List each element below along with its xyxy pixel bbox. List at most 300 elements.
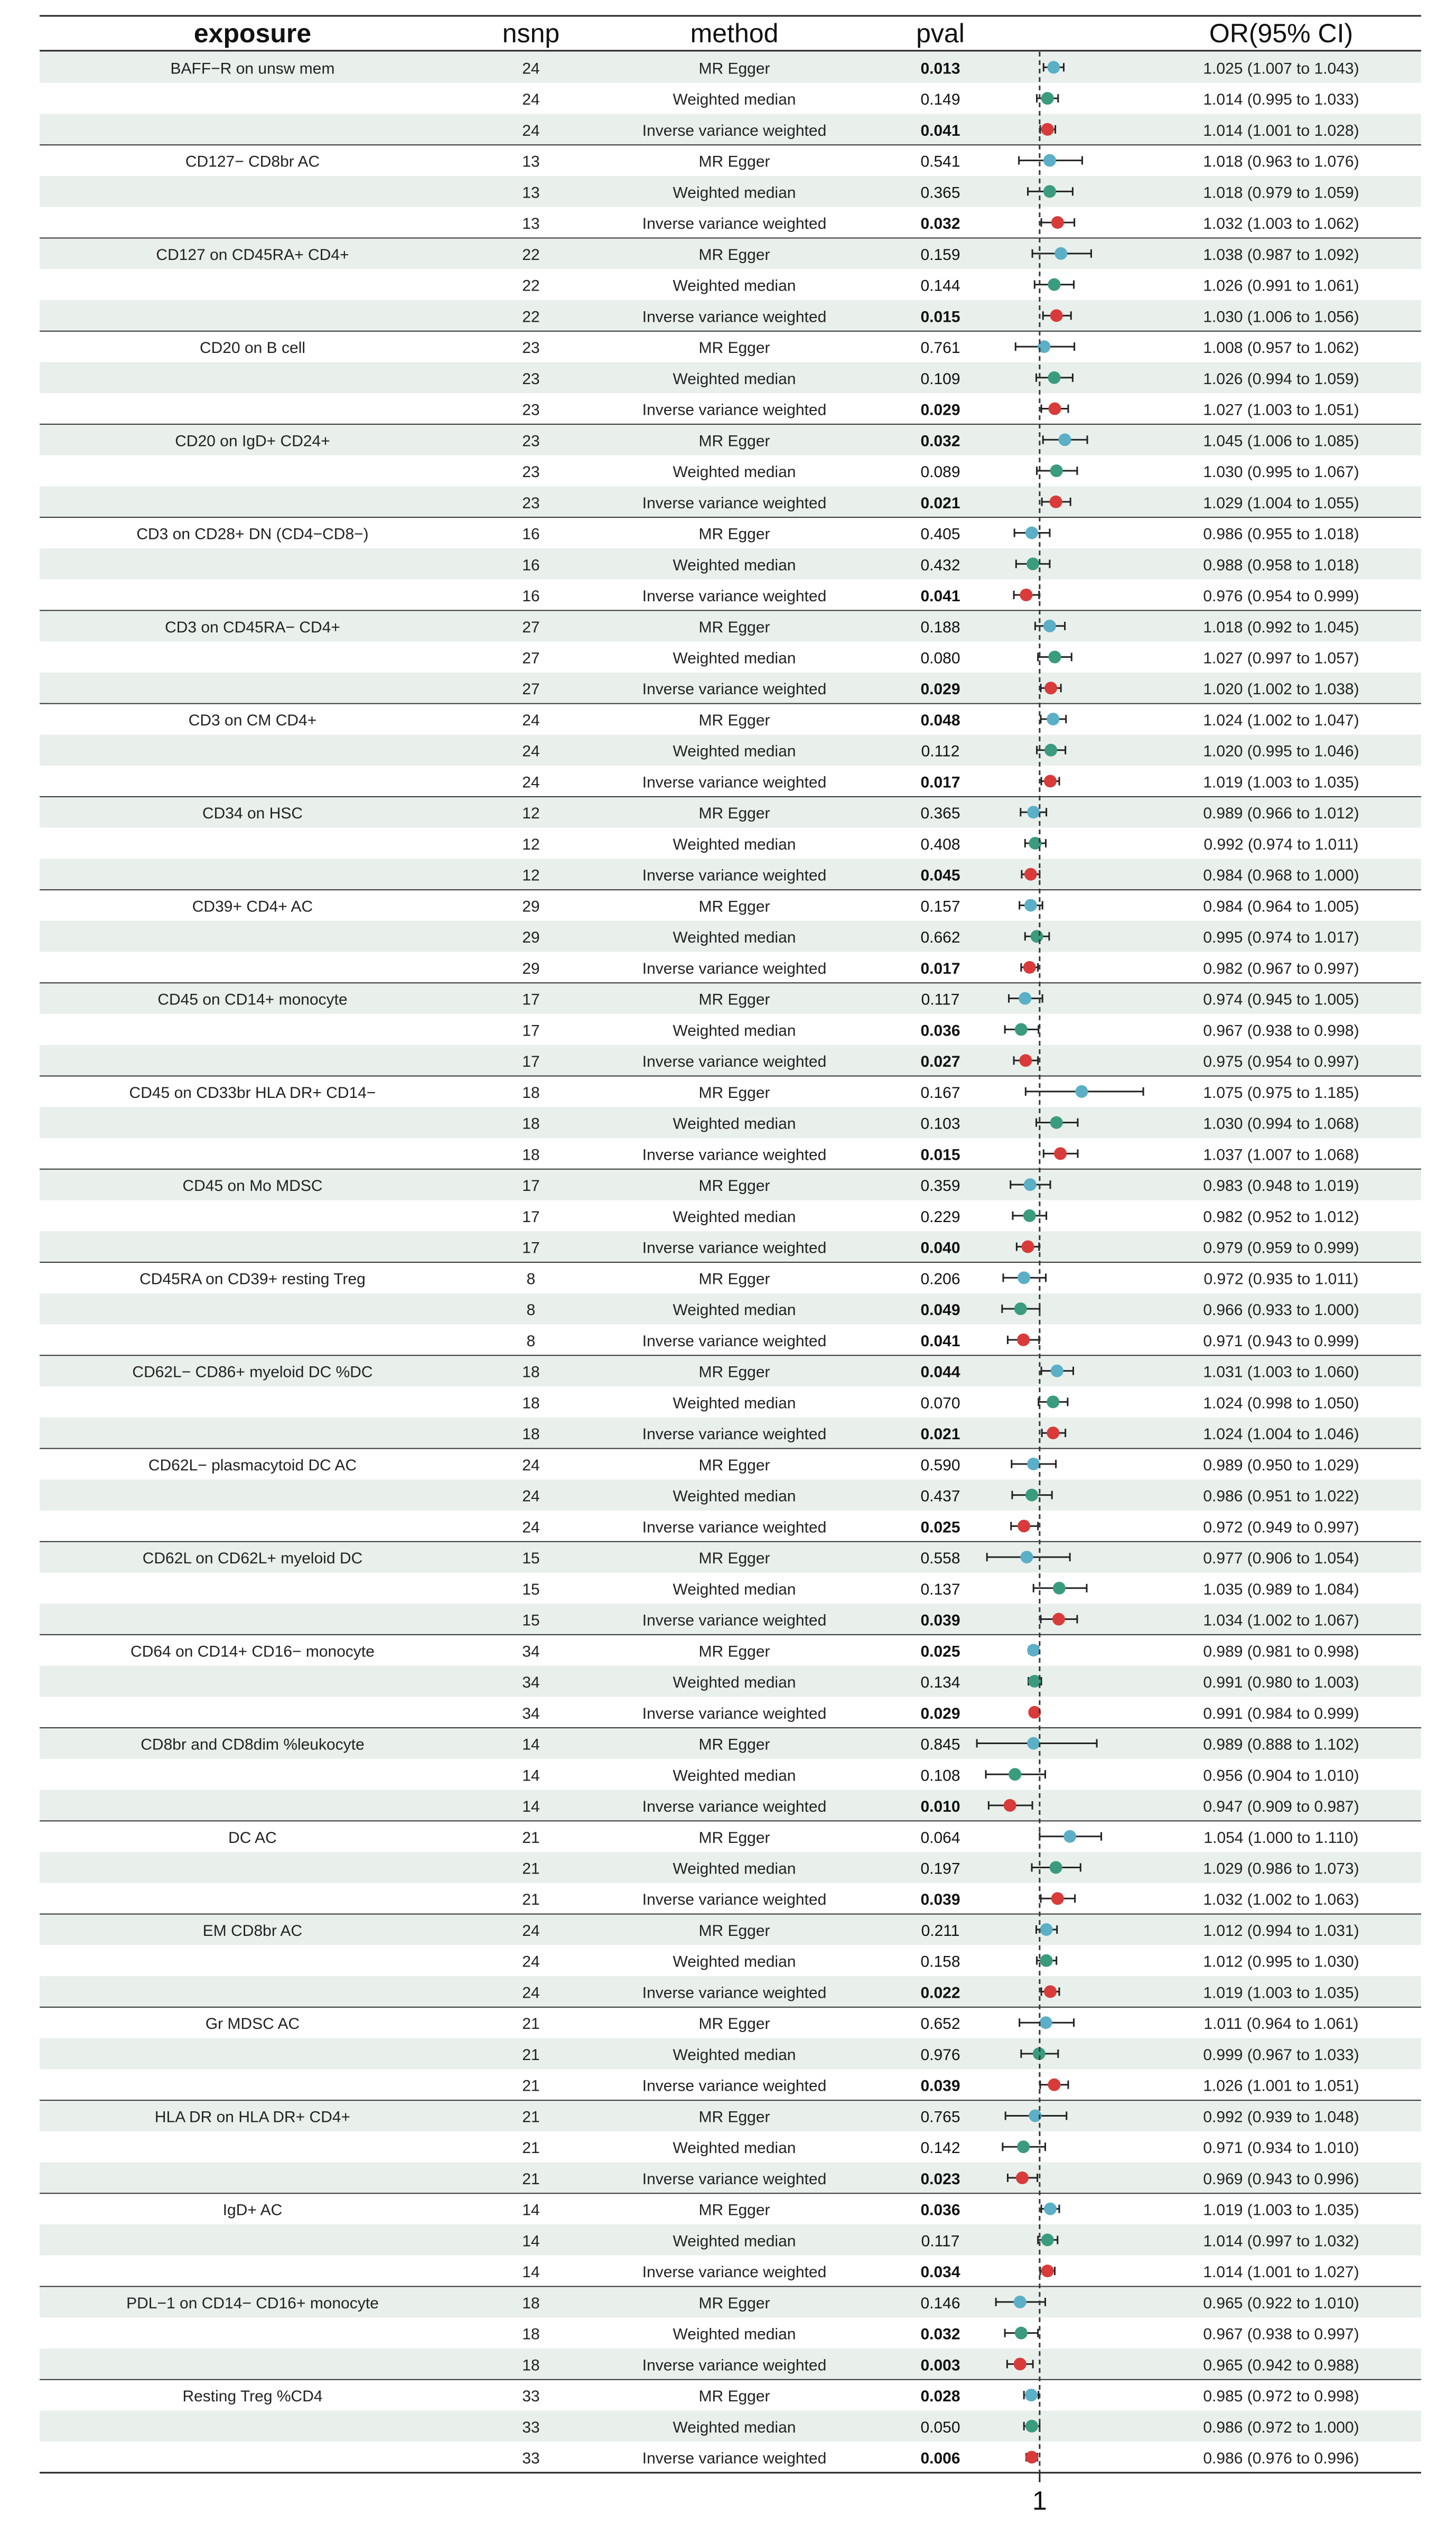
nsnp-value: 17: [522, 1177, 540, 1195]
point-estimate: [1050, 496, 1062, 508]
pval-value: 0.023: [920, 2170, 960, 2188]
pval-value: 0.029: [920, 681, 960, 698]
pval-value: 0.167: [920, 1084, 960, 1102]
method-label: Weighted median: [673, 1301, 796, 1319]
point-estimate: [1031, 930, 1043, 943]
pval-value: 0.040: [920, 1239, 960, 1257]
point-estimate: [1026, 557, 1039, 570]
point-estimate: [1009, 1768, 1021, 1781]
method-label: Weighted median: [673, 2418, 796, 2436]
nsnp-value: 17: [522, 1239, 540, 1257]
nsnp-value: 23: [522, 339, 540, 357]
method-label: Inverse variance weighted: [642, 2449, 827, 2467]
pval-value: 0.590: [920, 1456, 960, 1474]
method-label: Inverse variance weighted: [642, 1332, 827, 1350]
pval-value: 0.976: [920, 2046, 960, 2064]
point-estimate: [1041, 92, 1054, 105]
header-pval: pval: [916, 18, 965, 48]
exposure-label: CD64 on CD14+ CD16− monocyte: [130, 1643, 375, 1661]
method-label: MR Egger: [698, 618, 770, 636]
pval-value: 0.158: [920, 1953, 960, 1971]
method-label: Inverse variance weighted: [642, 1239, 827, 1257]
point-estimate: [1043, 185, 1056, 198]
or-ci-value: 1.020 (0.995 to 1.046): [1203, 742, 1359, 760]
or-ci-value: 1.020 (1.002 to 1.038): [1203, 681, 1359, 698]
pval-value: 0.652: [920, 2015, 960, 2033]
exposure-label: BAFF−R on unsw mem: [170, 60, 335, 78]
nsnp-value: 15: [522, 1580, 540, 1598]
pval-value: 0.048: [920, 711, 960, 729]
method-label: Inverse variance weighted: [642, 959, 827, 977]
method-label: MR Egger: [698, 1736, 770, 1754]
pval-value: 0.070: [920, 1394, 960, 1412]
or-ci-value: 0.995 (0.974 to 1.017): [1203, 929, 1359, 947]
point-estimate: [1027, 1644, 1040, 1656]
or-ci-value: 1.026 (0.991 to 1.061): [1203, 277, 1359, 295]
nsnp-value: 18: [522, 1084, 540, 1102]
method-label: MR Egger: [698, 432, 770, 450]
point-estimate: [1051, 1365, 1063, 1377]
header-exposure: exposure: [193, 18, 312, 48]
pval-value: 0.134: [920, 1674, 960, 1692]
exposure-label: CD127− CD8br AC: [185, 153, 320, 171]
method-label: Inverse variance weighted: [642, 401, 827, 419]
pval-value: 0.365: [920, 184, 960, 202]
method-label: MR Egger: [698, 2015, 770, 2033]
pval-value: 0.365: [920, 805, 960, 823]
pval-value: 0.117: [921, 991, 960, 1009]
method-label: Inverse variance weighted: [642, 774, 827, 791]
nsnp-value: 24: [522, 1984, 540, 2002]
method-label: Inverse variance weighted: [642, 2263, 827, 2281]
pval-value: 0.015: [920, 1146, 960, 1164]
nsnp-value: 24: [522, 1953, 540, 1971]
point-estimate: [1015, 1023, 1028, 1036]
or-ci-value: 0.989 (0.966 to 1.012): [1203, 805, 1359, 823]
pval-value: 0.089: [920, 463, 960, 481]
point-estimate: [1022, 1241, 1034, 1253]
pval-value: 0.003: [920, 2356, 960, 2374]
pval-value: 0.032: [920, 432, 960, 450]
point-estimate: [1017, 1334, 1030, 1346]
point-estimate: [1044, 682, 1057, 694]
point-estimate: [1040, 1923, 1053, 1936]
point-estimate: [1050, 309, 1063, 322]
or-ci-value: 0.992 (0.974 to 1.011): [1203, 835, 1359, 853]
method-label: Weighted median: [673, 2139, 796, 2157]
pval-value: 0.010: [920, 1798, 960, 1816]
or-ci-value: 0.983 (0.948 to 1.019): [1203, 1177, 1359, 1195]
exposure-label: CD62L− CD86+ myeloid DC %DC: [132, 1363, 373, 1381]
pval-value: 0.146: [920, 2294, 960, 2312]
point-estimate: [1018, 1520, 1030, 1532]
exposure-label: CD45 on CD14+ monocyte: [157, 991, 348, 1009]
pval-value: 0.039: [920, 1611, 960, 1629]
nsnp-value: 18: [522, 1115, 540, 1133]
pval-value: 0.034: [920, 2263, 960, 2281]
nsnp-value: 24: [522, 742, 540, 760]
pval-value: 0.015: [920, 308, 960, 326]
or-ci-value: 1.037 (1.007 to 1.068): [1203, 1146, 1359, 1164]
or-ci-value: 1.030 (0.994 to 1.068): [1203, 1115, 1359, 1133]
point-estimate: [1050, 1861, 1062, 1874]
point-estimate: [1020, 1551, 1033, 1563]
point-estimate: [1047, 61, 1060, 73]
point-estimate: [1041, 2265, 1054, 2277]
or-ci-value: 1.031 (1.003 to 1.060): [1203, 1363, 1359, 1381]
or-ci-value: 0.977 (0.906 to 1.054): [1203, 1550, 1359, 1568]
method-label: Inverse variance weighted: [642, 2356, 827, 2374]
method-label: Weighted median: [673, 2046, 796, 2064]
nsnp-value: 21: [522, 2046, 540, 2064]
or-ci-value: 0.991 (0.980 to 1.003): [1203, 1674, 1359, 1692]
pval-value: 0.188: [920, 618, 960, 636]
pval-value: 0.662: [920, 929, 960, 947]
exposure-label: CD62L on CD62L+ myeloid DC: [142, 1550, 363, 1568]
or-ci-value: 1.024 (1.002 to 1.047): [1203, 711, 1359, 729]
pval-value: 0.159: [920, 246, 960, 264]
method-label: Weighted median: [673, 1860, 796, 1878]
method-label: Inverse variance weighted: [642, 1704, 827, 1722]
nsnp-value: 21: [522, 1860, 540, 1878]
point-estimate: [1048, 2079, 1060, 2091]
exposure-label: CD8br and CD8dim %leukocyte: [141, 1736, 365, 1754]
point-estimate: [1050, 1116, 1063, 1129]
method-label: Inverse variance weighted: [642, 1611, 827, 1629]
nsnp-value: 24: [522, 91, 540, 109]
pval-value: 0.041: [920, 1332, 960, 1350]
or-ci-value: 1.075 (0.975 to 1.185): [1203, 1084, 1359, 1102]
exposure-label: PDL−1 on CD14− CD16+ monocyte: [126, 2294, 379, 2312]
method-label: Inverse variance weighted: [642, 1053, 827, 1071]
nsnp-value: 14: [522, 2263, 540, 2281]
point-estimate: [1025, 2451, 1038, 2464]
exposure-label: EM CD8br AC: [202, 1922, 303, 1940]
method-label: Weighted median: [673, 2325, 796, 2343]
nsnp-value: 24: [522, 711, 540, 729]
point-estimate: [1053, 1582, 1066, 1595]
or-ci-value: 1.024 (0.998 to 1.050): [1203, 1394, 1359, 1412]
method-label: Inverse variance weighted: [642, 681, 827, 698]
method-label: MR Egger: [698, 1084, 770, 1102]
exposure-label: CD45RA on CD39+ resting Treg: [139, 1270, 366, 1288]
header-nsnp: nsnp: [502, 18, 560, 48]
nsnp-value: 34: [522, 1643, 540, 1661]
pval-value: 0.109: [920, 370, 960, 388]
pval-value: 0.029: [920, 1704, 960, 1722]
point-estimate: [1052, 1613, 1065, 1626]
or-ci-value: 0.967 (0.938 to 0.997): [1203, 2325, 1359, 2343]
or-ci-value: 1.032 (1.003 to 1.062): [1203, 215, 1359, 233]
nsnp-value: 27: [522, 618, 540, 636]
nsnp-value: 12: [522, 866, 540, 884]
method-label: MR Egger: [698, 2388, 770, 2406]
or-ci-value: 1.026 (0.994 to 1.059): [1203, 370, 1359, 388]
method-label: MR Egger: [698, 1177, 770, 1195]
nsnp-value: 15: [522, 1611, 540, 1629]
point-estimate: [1014, 1302, 1027, 1315]
method-label: MR Egger: [698, 1550, 770, 1568]
pval-value: 0.206: [920, 1270, 960, 1288]
point-estimate: [1014, 2296, 1026, 2308]
nsnp-value: 18: [522, 1146, 540, 1164]
method-label: Inverse variance weighted: [642, 494, 827, 512]
exposure-label: CD3 on CM CD4+: [188, 711, 317, 729]
exposure-label: CD62L− plasmacytoid DC AC: [148, 1456, 357, 1474]
exposure-label: Gr MDSC AC: [205, 2015, 300, 2033]
point-estimate: [1054, 247, 1067, 260]
pval-value: 0.142: [920, 2139, 960, 2157]
method-label: MR Egger: [698, 898, 770, 916]
or-ci-value: 1.014 (1.001 to 1.028): [1203, 122, 1359, 139]
point-estimate: [1027, 1737, 1040, 1750]
or-ci-value: 1.054 (1.000 to 1.110): [1203, 1829, 1359, 1847]
nsnp-value: 16: [522, 556, 540, 574]
point-estimate: [1004, 1799, 1016, 1812]
pval-value: 0.157: [920, 898, 960, 916]
or-ci-value: 0.984 (0.968 to 1.000): [1203, 866, 1359, 884]
or-ci-value: 0.986 (0.951 to 1.022): [1203, 1487, 1359, 1505]
method-label: MR Egger: [698, 1456, 770, 1474]
nsnp-value: 24: [522, 60, 540, 78]
point-estimate: [1016, 2172, 1029, 2184]
or-ci-value: 1.008 (0.957 to 1.062): [1203, 339, 1359, 357]
or-ci-value: 0.989 (0.981 to 0.998): [1203, 1643, 1359, 1661]
method-label: Weighted median: [673, 835, 796, 853]
point-estimate: [1018, 1271, 1030, 1284]
nsnp-value: 14: [522, 1767, 540, 1785]
nsnp-value: 22: [522, 246, 540, 264]
or-ci-value: 1.027 (1.003 to 1.051): [1203, 401, 1359, 419]
or-ci-value: 0.975 (0.954 to 0.997): [1203, 1053, 1359, 1071]
or-ci-value: 0.972 (0.935 to 1.011): [1203, 1270, 1359, 1288]
exposure-label: DC AC: [228, 1829, 277, 1847]
nsnp-value: 27: [522, 649, 540, 667]
pval-value: 0.211: [921, 1922, 960, 1940]
or-ci-value: 1.030 (0.995 to 1.067): [1203, 463, 1359, 481]
pval-value: 0.437: [920, 1487, 960, 1505]
or-ci-value: 0.988 (0.958 to 1.018): [1203, 556, 1359, 574]
exposure-label: CD3 on CD28+ DN (CD4−CD8−): [136, 525, 369, 543]
nsnp-value: 23: [522, 494, 540, 512]
point-estimate: [1017, 2140, 1030, 2153]
method-label: Weighted median: [673, 929, 796, 947]
nsnp-value: 18: [522, 1394, 540, 1412]
method-label: Weighted median: [673, 184, 796, 202]
point-estimate: [1048, 371, 1060, 384]
pval-value: 0.025: [920, 1518, 960, 1536]
or-ci-value: 0.982 (0.967 to 0.997): [1203, 959, 1359, 977]
nsnp-value: 21: [522, 1829, 540, 1847]
nsnp-value: 24: [522, 774, 540, 791]
exposure-label: CD20 on IgD+ CD24+: [175, 432, 330, 450]
pval-value: 0.017: [920, 774, 960, 791]
method-label: MR Egger: [698, 1643, 770, 1661]
point-estimate: [1049, 403, 1061, 415]
pval-value: 0.039: [920, 2077, 960, 2095]
point-estimate: [1044, 1985, 1057, 1998]
exposure-label: CD45 on Mo MDSC: [182, 1177, 323, 1195]
nsnp-value: 33: [522, 2388, 540, 2406]
nsnp-value: 8: [526, 1270, 536, 1288]
or-ci-value: 1.018 (0.979 to 1.059): [1203, 184, 1359, 202]
pval-value: 0.032: [920, 2325, 960, 2343]
exposure-label: CD34 on HSC: [202, 805, 303, 823]
nsnp-value: 18: [522, 2325, 540, 2343]
pval-value: 0.405: [920, 525, 960, 543]
method-label: Inverse variance weighted: [642, 308, 827, 326]
nsnp-value: 34: [522, 1674, 540, 1692]
exposure-label: HLA DR on HLA DR+ CD4+: [154, 2108, 351, 2126]
nsnp-value: 8: [526, 1332, 536, 1350]
or-ci-value: 1.014 (1.001 to 1.027): [1203, 2263, 1359, 2281]
point-estimate: [1049, 651, 1061, 664]
pval-value: 0.103: [920, 1115, 960, 1133]
point-estimate: [1040, 1954, 1053, 1967]
or-ci-value: 0.971 (0.934 to 1.010): [1203, 2139, 1359, 2157]
method-label: Weighted median: [673, 1767, 796, 1785]
or-ci-value: 1.024 (1.004 to 1.046): [1203, 1425, 1359, 1443]
nsnp-value: 24: [522, 1487, 540, 1505]
pval-value: 0.229: [920, 1208, 960, 1226]
method-label: Weighted median: [673, 1580, 796, 1598]
or-ci-value: 1.018 (0.992 to 1.045): [1203, 618, 1359, 636]
or-ci-value: 1.029 (0.986 to 1.073): [1203, 1860, 1359, 1878]
nsnp-value: 24: [522, 1922, 540, 1940]
nsnp-value: 23: [522, 463, 540, 481]
point-estimate: [1025, 2389, 1038, 2401]
method-label: Inverse variance weighted: [642, 866, 827, 884]
point-estimate: [1047, 1395, 1059, 1408]
exposure-label: CD20 on B cell: [199, 339, 306, 357]
point-estimate: [1024, 1178, 1037, 1191]
or-ci-value: 0.947 (0.909 to 0.987): [1203, 1798, 1359, 1816]
pval-value: 0.021: [920, 494, 960, 512]
point-estimate: [1059, 433, 1071, 446]
method-label: MR Egger: [698, 525, 770, 543]
point-estimate: [1015, 2327, 1028, 2340]
nsnp-value: 24: [522, 1518, 540, 1536]
exposure-label: CD3 on CD45RA− CD4+: [165, 618, 340, 636]
point-estimate: [1041, 2233, 1054, 2246]
method-label: MR Egger: [698, 1270, 770, 1288]
pval-value: 0.765: [920, 2108, 960, 2126]
point-estimate: [1051, 216, 1064, 229]
nsnp-value: 18: [522, 2356, 540, 2374]
point-estimate: [1014, 2358, 1026, 2370]
or-ci-value: 0.956 (0.904 to 1.010): [1203, 1767, 1359, 1785]
pval-value: 0.041: [920, 588, 960, 605]
or-ci-value: 1.030 (1.006 to 1.056): [1203, 308, 1359, 326]
pval-value: 0.112: [921, 742, 960, 760]
nsnp-value: 29: [522, 929, 540, 947]
or-ci-value: 0.992 (0.939 to 1.048): [1203, 2108, 1359, 2126]
method-label: Weighted median: [673, 370, 796, 388]
or-ci-value: 0.972 (0.949 to 0.997): [1203, 1518, 1359, 1536]
or-ci-value: 0.985 (0.972 to 0.998): [1203, 2388, 1359, 2406]
or-ci-value: 0.989 (0.888 to 1.102): [1203, 1736, 1359, 1754]
or-ci-value: 0.999 (0.967 to 1.033): [1203, 2046, 1359, 2064]
nsnp-value: 34: [522, 1704, 540, 1722]
or-ci-value: 0.986 (0.976 to 0.996): [1203, 2449, 1359, 2467]
pval-value: 0.045: [920, 866, 960, 884]
method-label: MR Egger: [698, 805, 770, 823]
nsnp-value: 8: [526, 1301, 536, 1319]
or-ci-value: 0.982 (0.952 to 1.012): [1203, 1208, 1359, 1226]
pval-value: 0.036: [920, 2201, 960, 2219]
or-ci-value: 0.991 (0.984 to 0.999): [1203, 1704, 1359, 1722]
pval-value: 0.080: [920, 649, 960, 667]
method-label: Weighted median: [673, 1953, 796, 1971]
nsnp-value: 21: [522, 2015, 540, 2033]
or-ci-value: 1.035 (0.989 to 1.084): [1203, 1580, 1359, 1598]
method-label: Weighted median: [673, 91, 796, 109]
nsnp-value: 17: [522, 1208, 540, 1226]
or-ci-value: 0.969 (0.943 to 0.996): [1203, 2170, 1359, 2188]
method-label: Weighted median: [673, 1022, 796, 1040]
pval-value: 0.006: [920, 2449, 960, 2467]
or-ci-value: 1.045 (1.006 to 1.085): [1203, 432, 1359, 450]
method-label: MR Egger: [698, 246, 770, 264]
method-label: MR Egger: [698, 711, 770, 729]
point-estimate: [1020, 589, 1032, 601]
pval-value: 0.845: [920, 1736, 960, 1754]
nsnp-value: 12: [522, 835, 540, 853]
pval-value: 0.432: [920, 556, 960, 574]
point-estimate: [1027, 806, 1040, 818]
nsnp-value: 29: [522, 898, 540, 916]
nsnp-value: 21: [522, 2139, 540, 2157]
or-ci-value: 1.014 (0.995 to 1.033): [1203, 91, 1359, 109]
method-label: MR Egger: [698, 991, 770, 1009]
pval-value: 0.117: [921, 2232, 960, 2250]
or-ci-value: 1.012 (0.995 to 1.030): [1203, 1953, 1359, 1971]
or-ci-value: 1.019 (1.003 to 1.035): [1203, 774, 1359, 791]
method-label: MR Egger: [698, 2294, 770, 2312]
or-ci-value: 0.979 (0.959 to 0.999): [1203, 1239, 1359, 1257]
method-label: Weighted median: [673, 649, 796, 667]
nsnp-value: 18: [522, 1425, 540, 1443]
method-label: Inverse variance weighted: [642, 588, 827, 605]
pval-value: 0.041: [920, 122, 960, 139]
or-ci-value: 0.965 (0.942 to 0.988): [1203, 2356, 1359, 2374]
pval-value: 0.541: [920, 153, 960, 171]
point-estimate: [1024, 899, 1037, 911]
nsnp-value: 23: [522, 370, 540, 388]
method-label: Inverse variance weighted: [642, 122, 827, 139]
point-estimate: [1054, 1147, 1067, 1160]
or-ci-value: 0.986 (0.972 to 1.000): [1203, 2418, 1359, 2436]
method-label: Weighted median: [673, 1208, 796, 1226]
point-estimate: [1063, 1830, 1076, 1843]
nsnp-value: 17: [522, 1022, 540, 1040]
point-estimate: [1044, 2203, 1057, 2215]
or-ci-value: 1.038 (0.987 to 1.092): [1203, 246, 1359, 264]
pval-value: 0.558: [920, 1550, 960, 1568]
pval-value: 0.050: [920, 2418, 960, 2436]
nsnp-value: 27: [522, 681, 540, 698]
or-ci-value: 1.029 (1.004 to 1.055): [1203, 494, 1359, 512]
nsnp-value: 13: [522, 153, 540, 171]
nsnp-value: 33: [522, 2418, 540, 2436]
or-ci-value: 0.974 (0.945 to 1.005): [1203, 991, 1359, 1009]
point-estimate: [1040, 2016, 1052, 2029]
or-ci-value: 1.019 (1.003 to 1.035): [1203, 2201, 1359, 2219]
method-label: Weighted median: [673, 1394, 796, 1412]
nsnp-value: 13: [522, 215, 540, 233]
method-label: Inverse variance weighted: [642, 1518, 827, 1536]
or-ci-value: 0.965 (0.922 to 1.010): [1203, 2294, 1359, 2312]
